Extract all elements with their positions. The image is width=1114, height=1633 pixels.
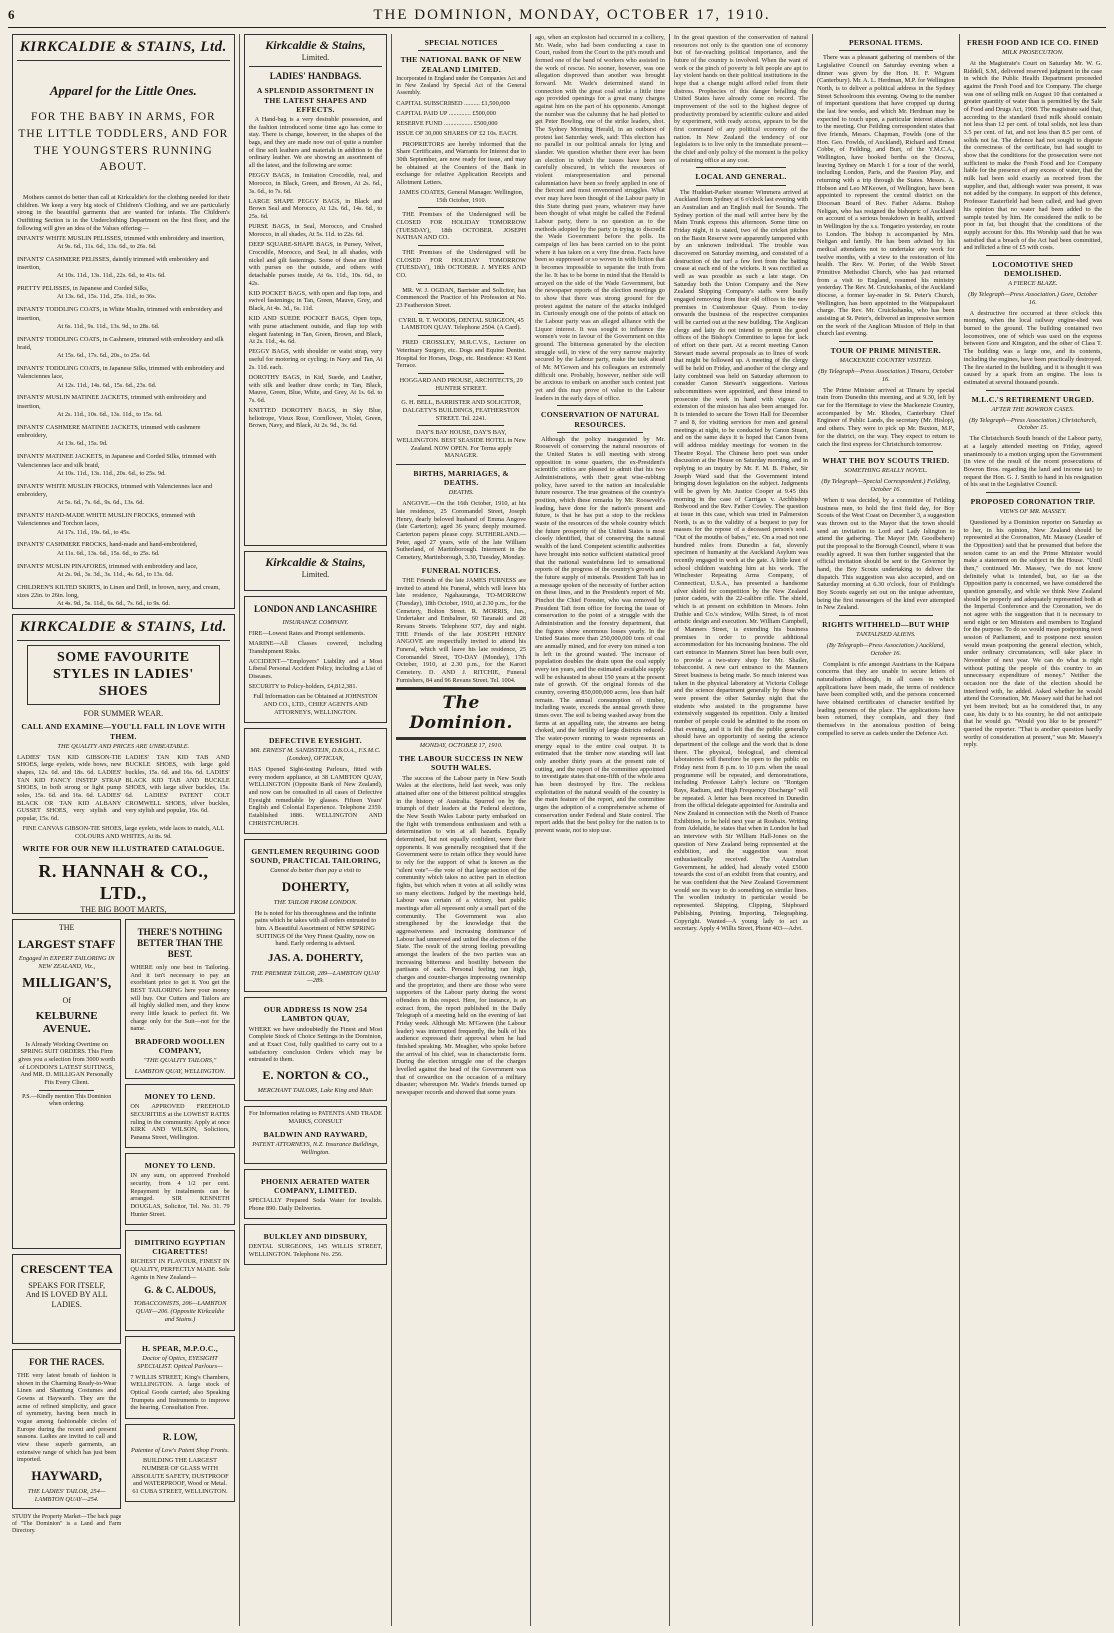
phoenix-ad [244,1169,388,1219]
hannah-sub: THE BIG BOOT MARTS, [80,904,167,914]
bradford-sub: "THE QUALITY TAILORS," [143,1057,217,1065]
patents-sub: PATENT ATTORNEYS, N.Z. Insurance Buildings, Wellington. [252,1141,379,1156]
deaths-body: ANGOVE.—On the 16th October, 1910, at his late residence, 25 Coromandel Street, Joseph Henry, dearly beloved husband of Emma Angove (late Carterton); aged 36 years; deeply mourned. Carterton papers please copy. SUTHERLAND.—Peter, aged 27 years, wife of the late William Sutherland, of Martinborough. Interment in the Cemetery, Martinborough, 3.30, Tuesday, Monday. [396,500,527,561]
aldous-name: G. & C. ALDOUS, [144,1285,216,1296]
price-item [17,584,230,609]
leader-body: The success of the Labour party in New South Wales at the elections, held last week, was only attained after one of the bitterest political struggles in the history of Australia. Spurred on by the triumph of their leaders at the Federal elections, the New South Wales Labour party embarked on the fight with tremendous enthusiasm and with a determination to win at all hazards. Equally determined, but not equally confident, were their opponents. It was generally recognised that if the Government were to retain office they would have to rely for the support of what is known as the "silent vote"—the vote of that large section of the community which takes no active part in election fights, but which when it votes at all solidly wins so many elections. Judged by the meetings held, Labour was certain of a victory, but public meetings after all represent only a small part of the community. The Government was also strengthened by the knowledge that the aggressiveness and increasing dominance of Labour had unnerved and united the electors of the State. The result of the strong feeling prevailing amongst the leaders of the two parties was an increasing bitterness and hostility between the partisans of each. Personal feeling ran high, charges and counter-charges impressing ownership and the proprietor, and there are those who were supporters of the Labour party during the worst offenders in this respect. Here, for instance, is an extract from, the report published in the Daily Telegraph of a meeting held on the evening of last Friday week. Although Mr. M'Gowen (the Labour leader) was interrupted frequently, the bulk of his audience expressed their approval when he had finished speaking. Mr. Meagher, who spoke before the arrival of his chief, was in characteristic form. During the election struggle one of the charges levelled against the head of the Government was that of cowardice on the occasion of a military disaster; whereupon Mr. Wade's friends turned up newspaper records and showed that some years [396,774,527,1097]
jas-name: JAS. A. DOHERTY, [268,952,363,965]
eyesight-ad [244,728,388,834]
dimitrino-body: RICHEST IN FLAVOUR, FINEST IN QUALITY, PERFECTLY MADE. Sole Agents in New Zealand— [130,1258,230,1281]
price-item [17,256,230,281]
price-item-desc: INFANTS' TODDLING COATS, in White Muslin, trimmed with embroidery and insertion, [17,306,223,322]
price-item-prices: At 15s. 6d., 17s. 6d., 20s., to 25s. 6d. [57,352,151,360]
price-item-prices: At 4s. 9d., 5s. 11d., 6s. 6d., 7s. 6d., to 9s. 6d. [57,600,170,608]
woods-notice: CYRIL R. T. WOODS, DENTAL SURGEON, 45 LAMBTON QUAY. Telephone 2504. (A Card). [398,316,524,332]
hoggard-notice: HOGGARD AND PROUSE, ARCHITECTS, 29 HUNTER STREET. [399,376,523,392]
bag-item: PEGGY BAGS, in Imitation Crocodile, real, and Morocco, in Black, Green, and Brown, At 2s. 6d., 3s. 6d., to 7s. 6d. [248,172,383,195]
eye-heading: DEFECTIVE EYESIGHT. [269,736,362,745]
patents-ad [244,1106,388,1163]
shoes-tag2: THE QUALITY AND PRICES ARE UNBEATABLE. [57,742,190,750]
shoes-right: LADIES' TAN KID TAB AND BUCKLE SHOES, with large gold buckles, 15s. 6d. and 16s. 6d. LADIES' BLACK KID TAB AND BUCKLE SHOES, with large silver buckles, 15s. 6d. LADIES' PATENT COLT CROMWELL SHOES, silver buckles, very stylish and popular, 16s. 6d. [125,753,230,815]
bag-item: KID POCKET BAGS, with open and flap tops, and swivel fastenings; in Tan, Green, Mauve, Grey, and Black, At 4s. 3d., 6s. 11d. [248,289,383,313]
column-2 [240,34,393,1626]
ins-list [249,630,383,691]
shoes-tag: CALL AND EXAMINE—YOU'LL FALL IN LOVE WITH THEM. [21,722,226,741]
gent-sub: Cannot do better than pay a visit to [270,867,361,875]
local-body: The Huddart-Parker steamer Wimmera arrived at Auckland from Sydney at 6 o'clock last evening with an Australian and an English mail for Sounds. The Sydney portion of the mail will arrive here by the Main Trunk express this afternoon. Some time on Friday night, it is stated, two of the cricket pitches on the Basin Reserve were apparently tampered with by an unknown individual. The trouble was discovered on Saturday morning, and consisted of a destruction of the turf a few feet from the batting crease at each end of the wickets. It was rectified as well as was possible as such a late stage. On Saturday both the Union Company and the New Zealand Shipping Company's staffs were busily engaged removing from their old offices to the new premises in Customhouse Quay. From to-day onwards the business of the respective companies will be carried out at the new building. The Anglican clergy and laity do not intend to permit the good offices of the Bishop's Committee to lapse for lack of effort on their part. At a recent meeting Canon Stewart made several proposals as to lines of work that might be followed up. A meeting of the clergy will be held on Friday, and another of the clergy and laity combined was held on Saturday afternoon to consider Canon Stewart's suggestions. Various subcommittees were appointed, and these intend to prosecute the work in hand with vigour. An extension of the mission has also been arranged for. It is intended to secure the Town Hall for December 7 and 8, for visiting services for men and general meetings at night, to be conducted by Canon Stuart, and on the same days it is hoped that Canon Ivens will address midday meetings for women in the Theatre Royal. The Chinese hero poet was under discussion at the House on Saturday morning, and in replying to an inquiry by Mr. F. M. B. Fisher, Sir Joseph Ward said that the Government intend bringing down legislation on the subject. Judgments will be given by Mr. Justice Cooper at 9.45 this morning in the case of Carrigan v. Archbishop Redwood and the Rev. Father Cowley. The question at issue in this case, which was tried in Palmerston North, is as to the validity of a bequest to pay for masses for the repose of a deceased person's soul. "Out of the mouths of babes," etc. On a road not one hundred miles from Dunedin a fat, slovenly specimen of humanity at the Auckland Asylum was recently engaged in work at the gate. A little knot of school children watching him at his work. The Winchester Repeating Arms Company, of Connecticut, U.S.A., has presented a handsome silver shield for competition by the New Zealand junior cadets, with the 22-calibre rifle. The shield, which is at present on exhibition in Messrs. John Duthie and Co.'s window, Willis Street, is of most artistic design and execution. Mr. William Campbell, of Manners Street, is extending his business premises in order to provide additional accommodation for his increasing business. The old cart entrance in Manners Street has been built over, to provide a two-story shop for Mr. Shailer, tobacconist. A new cart entrance to the Manners Street business is being made. So much interest was taken in the physical laboratory at Victoria College and the science department generally by those who were present the other Saturday night that the students who assisted in the programme have extensively suggested its repetition. Only a limited number of people could be admitted to the room on that evening, and it is felt that the public generally should have an opportunity of seeing the science department of the college and the work that is done there. The physical, biological, and chemical laboratories will therefore be open to the public on Friday next from 8 p.m. to 10 p.m. when the usual programme will be repeated, and demonstrations, including Professor Laby's lecture on "Rontgen Rays, Radium, and High Frequency Discharge" will be repeated. A letter has been received in Dunedin from the official delegate appointed for Australia and New Zealand in connection with the North of France Exhibition, to be held next year at Roubaix. Writing from Adelaide, he states that when in London he had an interview with Sir William Hall-Jones on the question of New Zealand being represented at the exhibition, and the suggestion was most enthusiastically received. The Australian Government, he added, had already voted £5000 towards the cost of an exhibit from that country, and he was confident that the New Zealand Government would see its way to do something on similar lines. The woollen industry in particular would be represented. Shipping, Clipping, Shipboard Publishing, Printing, Importing, Telegraphing. Copyright. Wanted—A young lady to act as secretary. Apply 4 Willis Street, Phone 403—Advt. [673,188,809,933]
kirkcaldie-brand-2 [244,551,388,591]
column-6 [813,34,960,1626]
ins-item: ACCIDENT—"Employers" Liability and a Most Liberal Personal Accident Policy, including a List of Diseases. [248,657,383,681]
doherty-body: He is noted for his thoroughness and the infinite pains which he takes with all orders entrusted to him. A Beautiful Assortment of NEW SPRING SUITINGS Of the Very Finest Quality, now on hand. Early ordering is advised. [254,909,377,948]
spear-body: 7 WILLIS STREET, King's Chambers, WELLINGTON. A large stock of Optical Goods carried; also Speaking Trumpets and Instruments to improve the hearing. Consultation Free. [130,1373,230,1412]
bradford-name: BRADFORD WOOLLEN COMPANY, [135,1036,225,1056]
masthead-title: THE DOMINION, MONDAY, OCTOBER 17, 1910. [373,7,771,23]
bag-item: PEGGY BAGS, with shoulder or waist strap, very useful for motoring or cycling; in Navy and Tan, At 2s. 11d. each. [248,348,383,371]
price-item [17,453,230,478]
money2-heading: MONEY TO LEND. [144,1161,216,1171]
price-item-prices: At 13s. 6d., 15s. 9d. [57,440,108,448]
hayward-sub: THE LADIES' TAILOR, 254—LAMBTON QUAY—254. [27,1487,106,1503]
price-item [17,483,230,508]
kirkcaldie-shoes-ad [12,614,235,914]
low-ad [125,1424,234,1503]
bulkley-name: BULKLEY AND DIDSBURY, [263,1231,368,1241]
ad-heading: Apparel for the Little Ones. [49,83,197,99]
price-item-prices: At 9s. 6d., 11s. 6d., 13s. 6d., to 26s. 6d. [57,243,157,250]
col1-lower [12,919,235,1609]
conservation-heading: CONSERVATION OF NATURAL RESOURCES. [540,410,660,429]
bag-item: DEEP SQUARE-SHAPE BAGS, in Pursey, Velvet, Crocodile, Morocco, and Seal, in all shades, with nickel and gilt fastenings. Some of these are fitted with purses on the outside, and others with detachable purses inside, At 6s. 11d., 10s. 6d., to 42s. [248,241,383,287]
spear-name: H. SPEAR, M.P.O.C., [141,1343,219,1353]
boy-body: When it was decided, by a committee of Feilding business men, to hold the first field day, for Boy Scouts of the West Coast on December 3, a suggestion was thrown out to the Mayor that the town should send an invitation to Lord and Lady Islington to attend the gathering. The Mayor (Mr. Goodbehere) put the proposal to the Borough Council, where it was readily agreed. It was then further suggested that the official invitation should be sent to the Governor by hand, the Boy Scouts undertaking to deliver the dispatch. This suggestion was also accepted, and on Saturday morning at 6.30 o'clock, four of Feilding's Boy Scouts eagerly set out on the unique adventure, being the first messengers of the kind ever attempted in New Zealand. [817,496,955,612]
column-7 [960,34,1106,1626]
ins-sub: INSURANCE COMPANY. [282,618,349,626]
loco-byline: (By Telegraph—Press Association.) Gore, October 16. [968,291,1098,306]
ad-brand-sub: Limited. [301,569,330,579]
price-item-prices: At 2s. 9d., 3s. 3d., 3s. 11d., 4s. 6d., to 13s. 6d. [57,570,174,578]
patents-head: For Information relating to PATENTS AND TRADE MARKS, CONSULT [248,1110,382,1126]
leader-continued: ago, when an explosion had occurred in a colliery, Mr. Wade, who had been conducting a case in Court, rushed from the Court to the pit's mouth and formed one of the band of workers who assisted in the work of rescue. No sooner, however, was one allegation disproved than another was brought forward. Mr. Wade's determined stand in connection with the great coal strike a little time ago provided openings for a great many charges against him on the part of his opponents. Amongst the number was the calumny that he had plotted to get Peter Bowling, one of the strike leaders, shot. The Sydney Morning Herald, in an outburst of protest last Saturday week, said: This election has no parallel in our political annals for lying and slander. We question whether there ever has been an election in which the issues have been so carefully obscured, in which the resources of violent misrepresentation and personal calumniation have been so freely applied in one of the fiercest and most envenomed struggles. What ever may have been thought of the Labour party in this State during past years, whatever may have been thought of what might be called the Federal Labour party, there is no question as to the methods adopted by the party in trying to discredit the Wade Government before the polls. Its campaign of lies has been carried on to the point where it has taken on a very fine dress. Facts have been so suppressed or so woven in with fiction that it becomes impossible to separate the truth from the lie. It has to be borne in mind that the Herald is arrayed on the side of the Wade Government, but the newspaper reports of the election meetings go to show that there was strong ground for the protest against the nature of the attacks indulged in. Curiously enough one of the points of attack on the Labour party was an alleged alliance with the Liquor interest. It was sought to influence the women's vote in favour of the Government on this ground. The bitterness generated by the election struggle will, in view of the very narrow majority secured by the Labour party, make the task ahead of Mr. M'Gowen and his colleagues an extremely difficult one. Probably, however, neither side will be anxious to embark on another such contest just yet and this may prove of value to the Labour leaders in the early days of office. [535,34,665,402]
personal-heading: PERSONAL ITEMS. [848,38,923,47]
ogden-notice: MR. W. J. OGDAN, Barrister and Solicitor, has Commenced the Practice of his Profession at No. 23 Featherston Street. [396,286,527,310]
milligan-of: Of [62,996,71,1006]
bank-title: THE NATIONAL BANK OF NEW ZEALAND LIMITED. [400,55,522,74]
kirkcaldie-apparel-ad [12,34,235,609]
bags-intro: A Hand-bag is a very desirable possession, and the fashion introduced some time ago has come to stay. There is change, however, in the shapes of the bags, and they are made now out of quite a number of fine soft leathers and materials in addition to the ordinary leather. We are showing an assortment of all the latest, and the following are some: [248,116,383,170]
crescent-name: CRESCENT TEA [20,1262,113,1276]
price-item-desc: INFANTS' MUSLIN MATINEE JACKETS, trimmed with embroidery and insertion, [17,394,207,410]
bag-item: KNITTED DOROTHY BAGS, in Sky Blue, heliotrope, Vieux Rose, Cornflower, Violet, Green, Brown, Navy, and Black, At 2s. 9d., 3s. 6d. [248,407,383,430]
loco-sub: A FIERCE BLAZE. [1008,280,1058,288]
page-number: 6 [8,7,15,22]
newspaper-flag: The Dominion. [409,692,513,734]
money2-body: IN any sum, on approved Freehold security, from 4 1/2 per cent. Repayment by instalments can be arranged. SIR KENNETH DOUGLAS, Solicitor, Tel. No. 31. 79 Hunter Street. [130,1172,230,1218]
milligan-street: KELBURNE AVENUE. [35,1009,98,1036]
masthead [8,6,1106,28]
price-item [17,235,230,252]
milk-heading: FRESH FOOD AND ICE CO. FINED [967,38,1099,47]
dimitrino-ad [125,1230,234,1331]
crescent-sub: SPEAKS FOR ITSELF, [28,1280,106,1290]
price-item [17,365,230,390]
personal-body: There was a pleasant gathering of members of the Legislative Council on Saturday evening when a dinner was given by the Hon. H. F. Wigram (Canterbury). Mr. A. L. Herdman, M.P. for Wellington North, is to deliver a political address in the Sydney Street Schoolroom this evening. Owing to the number of important questions that have cropped up during the last few weeks, and which Mr. Herdman may be expected to touch upon, a particular interest attaches to the meeting. Our Feilding correspondent states that five friends, Messrs. Chapman, Fowlds (one of the Hon. Geo. Fowlds, of Auckland), Richard and Ernest Cobbe, of Feilding, and Burt, of the Y.M.C.A., Wellington, have booked berths on the Orsova, leaving Sydney on March 1 for a tour of the world, including London, Paris, and the Passion Play, and returning with a trip through the States. Messrs. A. Hobson and Leo M'Keown, of Wellington, have been appointed to represent the central district on the Diocesan Board of Rev. Father Adams. Bishop Neligan, who has resigned the bishopric of Auckland on account of a serious breakdown in health, arrived in Wellington by the s.s. Tongariro yesterday, en route to London. The bishop is accompanied by Mrs. Neligan and family. He has been advised by his medical attendants not to undertake any work for twelve months, with a view to the restoration of his health. The Rev. W. Porter, of the Webb Street Primitive Methodist Church, who has just returned from a visit to England, resumed his ministry yesterday. The Rev. M. Cruickshanks, of the Auckland diocese, a former lay-reader in St. Peter's Church, Wellington, has been appointed to the Waipapakauri charge. The Rev. Mr. Cruickshanks, who has been assisting at St. Peter's, delivered an impressive sermon on the work of the Anglican Mission of Help in that church last evening. [817,54,955,338]
milligan-ad [12,919,121,1249]
coronation-sub: VIEWS OF MR. MASSEY. [999,508,1067,516]
low-body: BUILDING THE LARGEST NUMBER OF GLASS WITH ABSOLUTE SAFETY, DUSTPROOF and WATERPROOF, Wood or Metal. 61 CUBA STREET, WELLINGTON. [131,1457,229,1496]
norton-sub: MERCHANT TAILORS, Lake King and Muir. [257,1086,374,1094]
price-item-desc: INFANTS' CASHMERE FROCKS, hand-made and hand-embroidered, [17,541,198,549]
flag-date: MONDAY, OCTOBER 17, 1910. [419,742,503,750]
price-item [17,512,230,537]
money-ad-1 [125,1084,234,1148]
coronation-heading: PROPOSED CORONATION TRIP. [970,496,1096,506]
deaths-heading: DEATHS. [448,489,474,497]
doherty-name: DOHERTY, [281,879,350,895]
races-body: THE very latest breath of fashion is shown in the Charming Ready-to-Wear Linen and Shantung Costumes and Gowns at Hayward's. They are the acme of refined simplicity, and grace of symmetry, having been much in vogue among fashionable circles of Europe during the recent and present seasons. Ladies are invited to call and view these superb garments, an extensive range of which has just been imported. [17,1371,117,1464]
price-item-prices: At 13s. 6d., 15s. 11d., 25s. 11d., to 36s. [57,293,157,301]
milk-body: At the Magistrate's Court on Saturday Mr. W. G. Riddell, S.M., delivered reserved judgment in the case in which the Public Health Department proceeded against the Fresh Food and Ice Company. The charge was one of selling milk on August 10 that contained a greater quantity of water than is permitted by the Sale of Food and Drugs Act, 1908. The magistrate said that, according to the standard fixed milk should contain not less than 12 per cent. of total solids, not less than 3.5 per cent. of fat, and not less than 8.5 per cent. of solids not fat. The defence had not sought to dispute the correctness of the certificate, but had sought to show that the conditions for the prosecution were not sufficient to make the Fresh Food and Ice Company liable for the presence of any excess of water, that the milk had been sold exactly as received from the supplier, and that, although water was present, it was not added by the company. In support of this defence, Professor Easterfield had been called, and had given his opinion that no water had been added to the sample tested by him. He considered the milk to be poor in fat, but thought that the conditions of the supply account for this. His Worship said that he was satisfied that a breach of the Act had been committed, and inflicted a fine of £5 with costs. [963,60,1103,252]
price-item [17,394,230,419]
price-item-desc: CHILDREN'S KILTED SKIRTS, in Linen and Drill, in brown, navy, and cream, sizes 22in. to 26in. long, [17,583,220,599]
columns [8,34,1106,1626]
shoes-bottom: FINE CANVAS GIBSON-TIE SHOES, large eyelets, wide laces to match, ALL COLOURS AND WHITES, At 8s. 9d. [22,825,225,840]
tour-heading: TOUR OF PRIME MINISTER. [830,346,941,356]
ins-item: FIRE—Lowest Rates and Prompt settlements. [248,629,365,637]
shoes-sub: FOR SUMMER WEAR. [83,708,164,718]
ins-item: SECURITY to Policy-holders, £4,812,381. [248,683,358,691]
milligan-body: Is Already Working Overtime on SPRING SUIT ORDERS. This Firm gives you a selection from 3000 worth of LONDON'S LATEST SUITINGS, And MR. D. MILLIGAN Personally Fits Every Client. [18,1040,116,1086]
price-item-prices: At 11s. 6d., 13s. 6d., 15s. 6d., to 25s. 6d. [57,549,160,557]
loco-heading: LOCOMOTIVE SHED DEMOLISHED. [992,259,1074,279]
bulkley-ad [244,1224,388,1265]
shoes-write: WRITE FOR OUR NEW ILLUSTRATED CATALOGUE. [22,844,225,854]
price-item-prices: At 10s. 11d., 13s. 11d., 20s. 6d., to 25s. 9d. [57,469,166,477]
conservation-body: Although the policy inaugurated by Mr. Roosevelt of conserving the natural resources of the United States is still meeting with strong opposition in some quarters, the ex-President's scientific critics are pleased to admit that his two Administrations, with their great wise-rubbing policy, have saved to the nation an incalculable future resource. The true greatness of the country's position, which these remarks by Mr. Roosevelt's leading, have done for the nation's present and future, is that he has put a stop to the reckless waste of the resources of the whole country which the future prosperity of the United States is most closely identified, that of conserving the natural wealth of the land. Competent scientific authorities have brought into notice sufficient statistical proof that the national wastefulness led to sensational reports of the progress of the country's growth and the future supply of minerals. President Taft has in a message spoken of the necessity of further action on these lines, and in the President's report of Mr. Pinchot the Chief Forester, who was removed by President Taft from office for forcing the issue of conservation to the point of a struggle with the Administration and the forestry department, that the figures show enormous losses yearly. In the United States more than 250,000,000 tons of coal are annually mined, and for every ton mined a ton is left in the ground wasted. The increase of population doubles the drain upon the coal supply every ten years, and the estimated available supply will be exhausted in about 150 years at the present rate of growth. Of the original forests of the country, covering 850,000,000 acres, less than half remain. The annual consumption of timber, including waste, exceeds the annual growth three times over. The soil is being washed away from the farms at an appalling rate, the streams are being choked, and the fertility of large districts reduced. The water-power running to waste represents an energy equal to the entire coal output. It is estimated that the timber now standing will last only another thirty years at the present rate of cutting, and the report of the committee appointed to investigate states that one-fifth of the whole area has been destroyed by fire. The reckless exploitation of the natural wealth of the country is the main feature of the report, and the committee urges the adoption of a comprehensive scheme of conservation under Federal and State control. The report adds that the best policy for the nation is to prevent waste, not to stop use. [535,435,665,835]
aldous-sub: TOBACCONISTS, 206—LAMBTON QUAY—206. (Opposite Kirkcaldie and Stains.) [133,1300,227,1323]
low-name: R. LOW, [162,1431,198,1442]
closed-notice-2: THE Premises of the Undersigned will be CLOSED FOR HOLIDAY TOMORROW (TUESDAY), 18th OCTOBER. J. MYERS AND CO. [396,249,527,280]
leader-heading: THE LABOUR SUCCESS IN NEW SOUTH WALES. [398,754,524,773]
best-body: WHERE only one best in Tailoring. And it isn't necessary to pay an exorbitant price to get it. You get the BEST TAILORING here your money will buy. Our Cutters and Tailors are all highly skilled men, and they know every little knack to perfect fit. We charge only for the Suit—not for the name. [130,963,230,1033]
retire-byline: (By Telegraph—Press Association.) Christchurch, October 15. [969,416,1097,432]
races-ad [12,1349,121,1509]
norton-ad [244,997,388,1101]
ins-item: MARINE—All Classes covered, including Transhipment Risks. [248,639,383,655]
hotel-notice: DAY'S BAY HOUSE, DAY'S BAY, WELLINGTON. BEST SEASIDE HOTEL in New Zealand. NOW OPEN. For Terms apply MANAGER. [396,429,526,460]
eye-name: MR. ERNEST M. SANDSTEIN, D.B.O.A., F.S.M.C. (London), OPTICIAN, [250,747,381,763]
column-1 [8,34,240,1626]
price-list [17,235,230,609]
price-item-prices: At 12s. 11d., 14s. 6d., 15s. 6d., 23s. 6d. [57,381,157,389]
norton-name: E. NORTON & CO., [262,1067,369,1082]
insurance-ad [244,596,388,723]
low-sub: Patentee of Low's Patent Shop Fronts. [130,1446,230,1454]
rights-byline: (By Telegraph—Press Association.) Auckland, October 16. [826,642,945,657]
boy-heading: WHAT THE BOY SCOUTS TRIED. [822,456,950,466]
crossley-notice: FRED CROSSLEY, M.R.C.V.S., Lecturer on Veterinary Surgery, etc. Dogs and Equine Dentist. Hospital for Horses, Dogs, etc. Residence: 43 Kent Terrace. [396,339,527,370]
price-item-desc: PRETTY PELISSES, in Japanese and Corded Silks, [17,285,149,293]
bulkley-body: DENTAL SURGEONS, 145 WILLIS STREET, WELLINGTON. Telephone No. 256. [248,1243,383,1258]
money-body: ON APPROVED FREEHOLD SECURITIES at the LOWEST RATES ruling in the community. Apply at once KIRK AND WILSON, Solicitors, Panama Street, Wellington. [130,1103,230,1141]
price-item-prices: At 10s. 11d., 13s. 11d., 22s. 6d., to 41s. 6d. [57,272,166,280]
shoes-heading: SOME FAVOURITE STYLES IN LADIES' SHOES [27,645,220,704]
bag-item: LARGE SHAPE PEGGY BAGS, in Black and Brown Seal and Morocco, At 12s. 6d., 14s. 6d., to 25s. 6d. [248,197,383,221]
bank-line: RESERVE FUND .................. £500,000 [396,120,498,128]
races-heading: FOR THE RACES. [29,1357,105,1367]
bradford-addr: LAMBTON QUAY, WELLINGTON. [134,1068,226,1076]
milligan-ps: P.S.—Kindly mention This Dominion when ordering. [22,1093,112,1107]
eye-body: HAS Opened Sight-testing Parlours, fitted with every modern appliance, at 38 LAMBTON QUAY, WELLINGTON (Opposite Bank of New Zealand), and now can be consulted in all cases of Defective Eyesight remediable by glasses. Fifteen Years' English and Colonial Experience. Telephone 2359. Established 1886. WELLINGTON AND CHRISTCHURCH. [248,765,383,827]
bank-line: CAPITAL SUBSCRIBED .......... £1,500,000 [396,99,510,107]
dimitrino-name: DIMITRINO EGYPTIAN CIGARETTES! [134,1237,226,1257]
shoes-list [17,754,230,826]
ad-brand-sub: Limited. [301,52,330,62]
price-item [17,306,230,331]
tour-byline: (By Telegraph—Press Association.) Timaru, October 16. [818,368,954,383]
retire-body: The Christchurch South branch of the Labour party, at a largely attended meeting on Friday, agreed unanimously to a motion urging upon the Government (in view of the result of the recent prosecutions of Bowron Bros. regarding the land and income tax) to request the Hon. G. J. Smith to hand in his resignation of his seat in the Legislative Council. [963,435,1103,489]
where-body: WHERE we have undoubtedly the Finest and Most Complete Stock of Choice Settings in the Dominion, and at Exact Cost, fully qualified to carry out to a satisfactory conclusion Orders which may be entrusted to them. [248,1025,383,1064]
ad-brand: KIRKCALDIE & STAINS, Ltd. [19,39,227,55]
study-body: STUDY the Property Market—The back page of "The Dominion" is a Land and Farm Directory. [12,1514,122,1535]
price-item-desc: INFANTS' CASHMERE PELISSES, daintily trimmed with embroidery and insertion, [17,255,209,272]
local-heading: LOCAL AND GENERAL. [695,172,787,182]
phoenix-name: PHOENIX AERATED WATER COMPANY, LIMITED. [261,1176,370,1195]
boy-byline: (By Telegraph—Special Correspondent.) Feilding, October 16. [821,478,951,494]
bmd-heading: BIRTHS, MARRIAGES, & DEATHS. [413,468,509,488]
price-item-desc: INFANTS' HAND-MADE WHITE MUSLIN FROCKS, trimmed with Valenciennes and Torchon laces, [17,512,196,528]
bag-item: DOROTHY BAGS, in Kid, Suede, and Leather, with silk and leather draw cords; in Tan, Black, Mauve, Green, Blue, White, and Grey, At 1s. 6d. to 7s. 6d. [248,373,383,404]
boy-sub: SOMETHING REALLY NOVEL. [844,467,928,475]
ins-name: LONDON AND LANCASHIRE [253,604,377,614]
funeral-heading: FUNERAL NOTICES. [421,565,501,575]
doherty-sub: THE TAILOR FROM LONDON. [273,898,358,906]
bag-list [249,172,383,430]
loco-body: A destructive fire occurred at three o'clock this morning, when the local railway engine-shed was burned to the ground. The building contained two locomotives, one of which was used on the express between Gore and Kingston, and the other of Class T. The building was a large one, and its contents, including the engines, have been practically destroyed. The fire started in the building, and it is thought it was caused by a spark from an engine. The loss is estimated at several thousand pounds. [963,309,1103,386]
bags-sub: A SPLENDID ASSORTMENT IN THE LATEST SHAPES AND EFFECTS. [256,86,375,114]
bank-body: PROPRIETORS are hereby informed that the Share Certificates, and Warrants for Interest due to 30th September, are now ready for issue, and may be obtained at the Counters of the Bank in exchange for relative Application Receipts and Allotment Letters. [396,140,527,186]
ad-brand: KIRKCALDIE & STAINS, Ltd. [19,619,227,635]
rights-sub: TANTALISED ALIENS. [855,631,916,639]
column-3 [392,34,531,1626]
spear-ad [125,1336,234,1419]
tour-sub: MACKENZIE COUNTRY VISITED. [839,357,932,365]
rights-heading: RIGHTS WITHHELD—BUT WHIP [822,619,950,629]
handbags-ad [244,34,388,546]
ins-footer: Full Information can be Obtained at JOHNSTON AND CO., LTD., CHIEF AGENTS AND ATTORNEYS, WELLINGTON. [253,693,378,716]
best-heading: THERE'S NOTHING BETTER THAN THE BEST. [137,927,223,959]
milligan-largest: LARGEST STAFF [18,936,116,951]
price-item-desc: INFANTS' MUSLIN PINAFORES, trimmed with embroidery and lace, [17,562,198,570]
price-item-prices: At 5s. 6d., 7s. 6d., 9s. 6d., 13s. 6d. [57,499,144,507]
money-heading: MONEY TO LEND. [144,1092,216,1101]
price-item-desc: INFANTS' CASHMERE MATINEE JACKETS, trimmed with cashmere embroidery, [17,423,201,440]
conservation-continued: In the great question of the conservation of natural resources not only is the question one of economy but of far-reaching political importance, and the future of the country is involved. When the want of work or the pinch of poverty is felt people are apt to lay violent hands on their political institutions in the hope that a change might afford relief from their distress. Prophecies of this danger befalling the United States have already come on record. The improvement of the soil to the highest degree of productivity promised by scientific culture and aided by experiment, with ready access, appears to be the first command of any political economy of the nation. In New Zealand the tendency of our legislators is to live only in the immediate present—the chief and only policy of the moment is the policy of retaining office at any cost. [673,34,809,164]
address-note: OUR ADDRESS IS NOW 254 LAMBTON QUAY, [263,1005,368,1024]
bank-issue: ISSUE OF 30,000 SHARES OF £2 10s. EACH. [396,130,518,138]
phoenix-body: SPECIALLY Prepared Soda Water for Invalids. Phone 890. Daily Deliveries. [248,1197,383,1212]
price-item-desc: INFANTS' TODDLING COATS, in Cashmere, trimmed with embroidery and silk braid, [17,335,224,351]
patents-name: BALDWIN AND RAYWARD, [263,1129,368,1139]
price-item-desc: INFANTS' MATINEE JACKETS, in Japanese and Corded Silks, trimmed with Valenciennes lace and silk braid, [17,453,217,469]
money-ad-2 [125,1153,234,1225]
ad-brand: Kirkcaldie & Stains, [265,38,366,52]
gent-heading: GENTLEMEN REQUIRING GOOD SOUND, PRACTICAL TAILORING, [250,846,381,865]
price-item [17,563,230,580]
price-item [17,285,230,302]
price-item-desc: INFANTS' WHITE MUSLIN FROCKS, trimmed with Valenciennes lace and embroidery, [17,482,213,498]
rights-body: Complaint is rife amongst Austrians in the Kaipara concerns that they are unable to secure letters of naturalisation although, in all cases in which applications have been made, the terms of residence have been complied with, and the persons concerned have obtained certificates of character testified by leading persons of the place. The applications have been returned, they complain, and they find themselves in the anomalous position of being compelled to serve as cadets under the Defence Act. [817,660,955,737]
retire-sub: AFTER THE BOWRON CASES. [991,405,1075,413]
bank-sign: JAMES COATES, General Manager. Wellington, 15th October, 1910. [398,189,524,204]
spear-sub: Doctor of Optics, EYESIGHT SPECIALIST. Optical Parlours— [137,1355,223,1370]
price-item-prices: At 2s. 11d., 10s. 6d., 13s. 11d., to 15s. 6d. [57,411,163,419]
newspaper-page [8,6,1106,1626]
ad-brand: Kirkcaldie & Stains, [265,555,366,569]
funeral-body: THE Friends of the late JAMES FURNESS are invited to attend his Funeral, which will leave his late residence, Ngahauranga, TO-MORROW (Tuesday), 18th October, 1910, at 2.30 p.m., for the Cemetery, Bolton Street. R. MORRIS, Jun., Undertaker and Embalmer, 60 Taranaki and 28 Revans Streets. Telephone 937, day and night. THE Friends of the late JOSEPH HENRY ANGOVE are respectfully invited to attend his Funeral, which will leave his late residence, 25 Coromandel Street, TO-DAY (Monday), 17th October, 1910, at 2.30 p.m., for the Karori Cemetery. D. AND J. RITCHIE, Funeral Furnishers, 84 and 96 Revans Street. Tel. 1004. [396,576,527,684]
price-item-prices: At 17s. 11d., 19s. 6d., to 45s. [57,528,131,536]
doherty-ad [244,839,388,992]
ad-subheading: FOR THE BABY IN ARMS, FOR THE LITTLE TODDLERS, AND FOR THE YOUNGSTERS RUNNING ABOUT. [18,111,229,174]
crescent-sub2: And IS LOVED BY ALL LADIES. [25,1290,108,1310]
closed-notice-1: THE Premises of the Undersigned will be CLOSED FOR HOLIDAY TOMORROW (TUESDAY), 18th OCTOBER. JOSEPH NATHAN AND CO. [396,211,527,242]
price-item-desc: INFANTS' TODDLING COATS, in Japanese Silks, trimmed with embroidery and Valenciennes lace, [17,365,225,381]
milligan-the: THE [58,923,75,932]
retire-heading: M.L.C.'S RETIREMENT URGED. [971,394,1095,404]
bank-intro: Incorporated in England under the Companies Act and in New Zealand by Special Act of the General Assembly. [396,75,527,97]
best-ad [125,919,234,1079]
ad-intro: Mothers cannot do better than call at Kirkcaldie's for the clothing needed for their children. We keep a very big stock of Children's Clothing, and we are particularly strong in the beautiful garments that are wanted for infants. The Children's Outfitting Section is in the Underclothing Department on the first floor, and the following will give an idea of the Values offering:— [17,193,230,232]
jas-sub: THE PREMIER TAILOR, 289—LAMBTON QUAY—289. [251,969,380,985]
coronation-body: Questioned by a Dominion reporter on Saturday as to her, in his opinion, New Zealand should be represented at the Coronation, Mr. Massey (Leader of the Opposition) said that he presumed that before the session came to an end the Prime Minister would make a statement on the subject in the House. "Until then," continued Mr. Massey, "we do not know definitely what is intended, but, so far as the Opposition party is concerned, we have considered the question generally, and while we think New Zealand should be properly and adequately represented both at the Imperial Conference and the Coronation, we do not agree with the suggestion that it is necessary to send eight or ten Ministers and members to England for the purpose. To do so would mean postponing next session of Parliament, and to postpone next session would mean postponing the general election, which, under ordinary circumstances, will take place in November of next year. We can do what is right without putting the people of this country to an unnecessary expenditure of money." Neither the occasion nor the date of the election should be interfered with, he added. Asked whether he would attend the Coronation, Mr. Massey said that he had not yet been invited; but as he considered that, in any case, his duty is to his country, he did not anticipate that he would go. "Would you like to be present?" queried the reporter. "That is another question hardly worthy of consideration at present," was Mr. Massey's reply. [963,518,1103,749]
price-item [17,541,230,558]
bank-lines [396,100,526,128]
notices-heading: SPECIAL NOTICES [424,38,498,47]
price-item [17,424,230,449]
milligan-engaged: Engaged in EXPERT TAILORING IN NEW ZEALAND, Viz., [18,955,115,971]
column-5 [670,34,813,1626]
milk-sub: MILK PROSECUTION. [1002,49,1064,57]
tour-body: The Prime Minister arrived at Timaru by special train from Dunedin this morning, and at 9.30, left by car for the Hermitage to view the Mackenzie Country, accompanied by Mr. Rhodes, Canterbury Chief Engineer of Public Lands, the secretary (Mr. Hislop), and others. They were to pick up Mr. Buxton, M.P., for the district, on the way. They expect to return to catch the first express for Christchurch tomorrow. [817,386,955,448]
bag-item: KID AND SUEDE POCKET BAGS, Open tops, with purse attachment outside, and flap top with elegant fastening; in Tan, Green, Brown, and Black, At 2s. 11d., 4s. 6d. [248,315,383,346]
price-item-prices: At 6s. 11d., 9s. 11d., 13s. 9d., to 28s. 6d. [57,322,160,330]
shoes-left: LADIES' TAN KID GIBSON-TIE SHOES, large eyelets, wide bows, new shapes, 12s. 6d. and 18s. 6d. LADIES' TAN KID FANCY INSTEP STRAP SHOES, in both strong or light pump soles, 15s. 6d. and 16s. 6d. LADIES' BLACK OR TAN KID ALBANY GUSSET SHOES, very stylish and popular, 15s. 6d. [17,753,122,822]
bank-line: CAPITAL PAID UP .............. £500,000 [396,110,496,118]
bag-item: PURSE BAGS, in Seal, Morocco, and Crushed Morocco, in all shades, At 5s. 11d. to 22s. 6d. [248,223,383,238]
hayward-name: HAYWARD, [31,1468,102,1484]
bags-heading: LADIES' HANDBAGS. [269,71,362,82]
price-item [17,336,230,361]
milligan-name: MILLIGAN'S, [22,976,112,991]
crescent-ad [12,1254,121,1344]
hannah-name: R. HANNAH & CO., LTD., [38,860,209,903]
column-4 [531,34,670,1626]
bell-notice: G. H. BELL, BARRISTER AND SOLICITOR, DALGETY'S BUILDINGS, FEATHERSTON STREET. Tel. 2241. [401,399,522,422]
price-item-desc: INFANTS' WHITE MUSLIN PELISSES, trimmed with embroidery and insertion, [17,234,225,242]
